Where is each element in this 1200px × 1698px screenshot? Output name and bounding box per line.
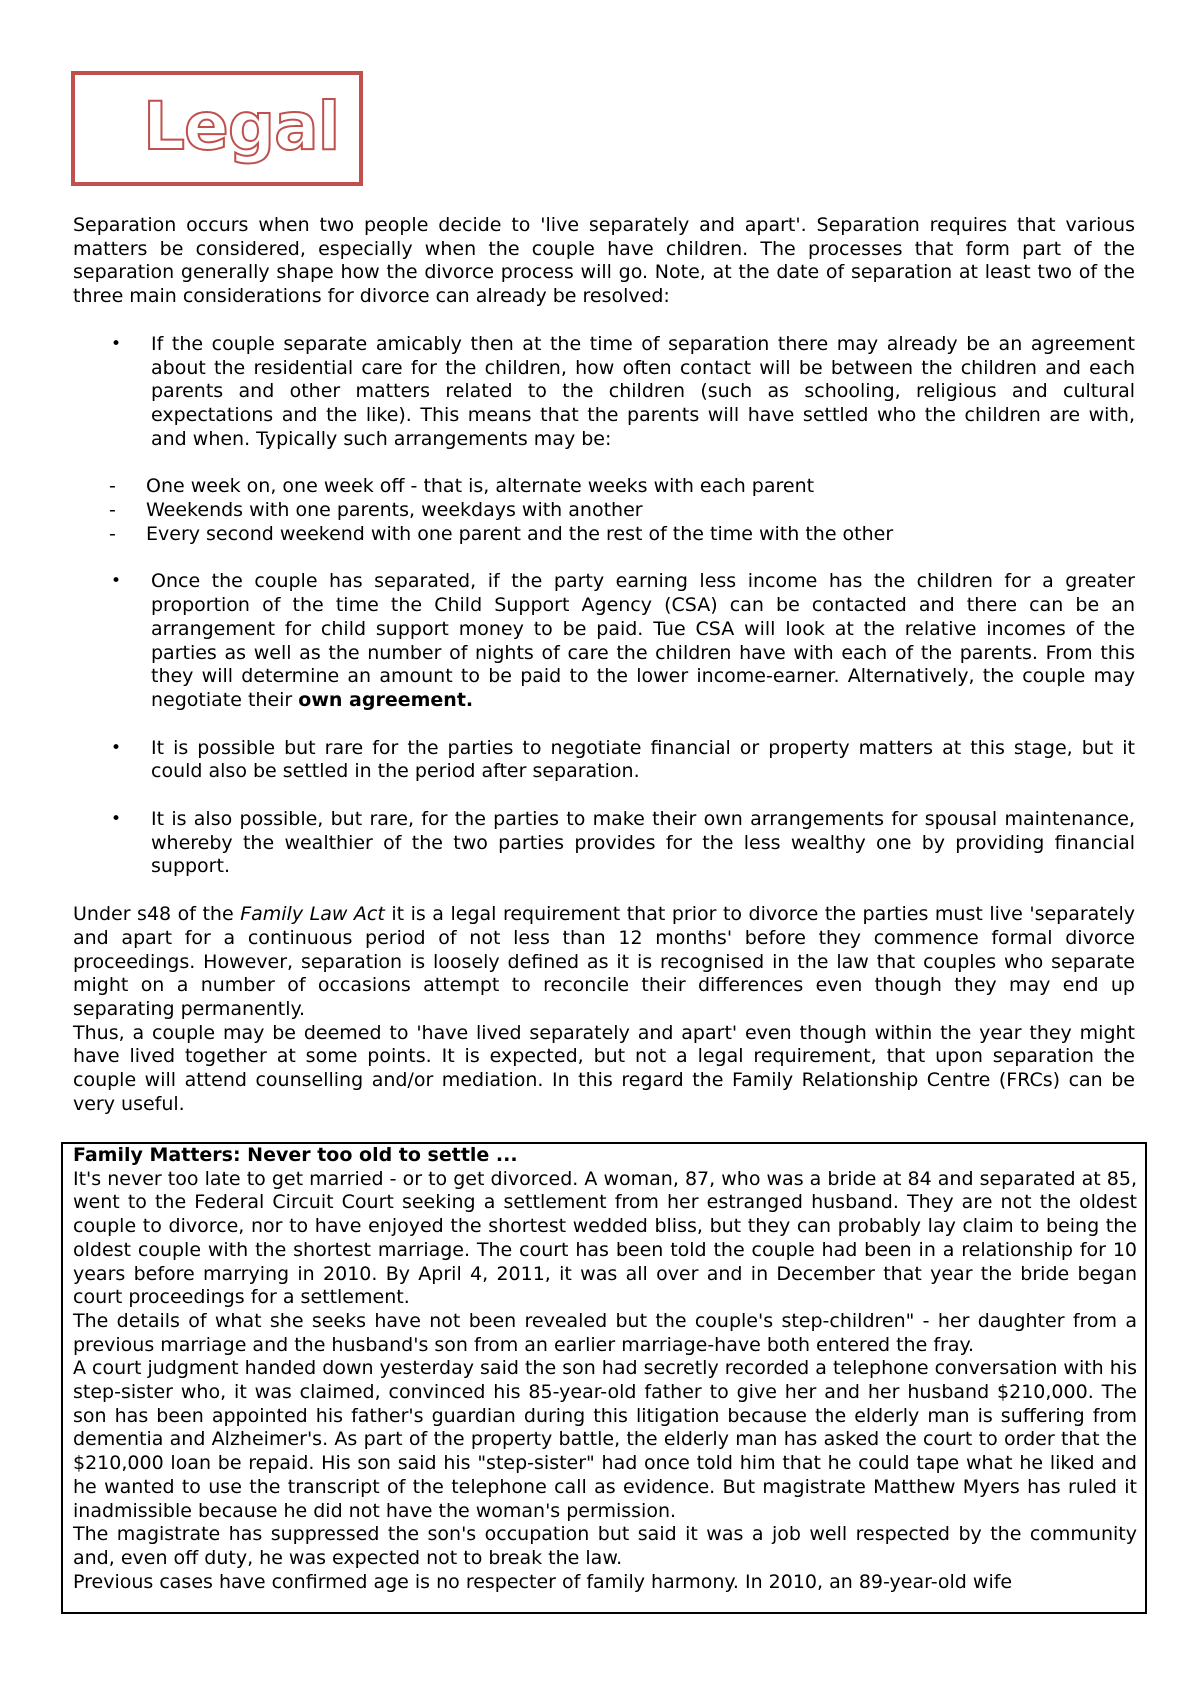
dash-text: One week on, one week off - that is, alternate weeks with each parent bbox=[146, 475, 815, 498]
family-matters-box bbox=[61, 1142, 1147, 1614]
box-title: Family Matters: Never too old to settle ... bbox=[73, 1144, 518, 1166]
bullet-icon: • bbox=[111, 737, 122, 758]
law-paragraph bbox=[73, 903, 1135, 1022]
box-paragraph: Previous cases have confirmed age is no respecter of family harmony. In 2010, an 89-year-old wife bbox=[73, 1570, 1013, 1593]
dash-text: Every second weekend with one parent and the rest of the time with the other bbox=[146, 522, 894, 545]
bullet-item-child-support bbox=[73, 570, 1135, 712]
intro-paragraph: Separation occurs when two people decide to 'live separately and apart'. Separation requires that various matters be considered, especially when the couple have children. The processes that form part of the separation generally shape how the divorce process will go. Note, at the date of separation at least two of the three main considerations for divorce can already be resolved: bbox=[73, 214, 1135, 308]
title-box bbox=[71, 71, 363, 186]
dash-icon: - bbox=[109, 475, 116, 498]
dash-icon: - bbox=[109, 499, 116, 522]
box-paragraph: It's never too late to get married - or to get divorced. A woman, 87, who was a bride at 84 and separated at 85, went to the Federal Circuit Court seeking a settlement from her estranged husband. They are not the oldest couple to divorce, nor to have enjoyed the shortest wedded bliss, but they can probably lay claim to being the oldest couple with the shortest marriage. The court has been told the couple had been in a relationship for 10 years before marrying in 2010. By April 4, 2011, it was all over and in December that year the bride began court proceedings for a settlement. bbox=[73, 1167, 1137, 1309]
bullet-text: It is also possible, but rare, for the parties to make their own arrangements for spousal maintenance, whereby the wealthier of the two parties provides for the less wealthy one by providing financial support. bbox=[151, 808, 1135, 878]
bullet-item-spousal-maintenance bbox=[73, 808, 1135, 879]
thus-paragraph: Thus, a couple may be deemed to 'have lived separately and apart' even though within the year they might have lived together at some points. It is expected, but not a legal requirement, that upon separation the couple will attend counselling and/or mediation. In this regard the Family Relationship Centre (FRCs) can be very useful. bbox=[73, 1021, 1135, 1115]
act-name: Family Law Act bbox=[240, 903, 385, 926]
dash-text: Weekends with one parents, weekdays with another bbox=[146, 499, 643, 522]
dash-item bbox=[73, 475, 1135, 499]
bullet-icon: • bbox=[111, 571, 122, 592]
box-paragraph: The details of what she seeks have not been revealed but the couple's step-children" - her daughter from a previous marriage and the husband's son from an earlier marriage-have both entered the fray. bbox=[73, 1309, 1137, 1356]
bullet-text: Once the couple has separated, if the party earning less income has the children for a greater proportion of the time the Child Support Agency (CSA) can be contacted and there can be an arrangement for child support money to be paid. Tue CSA will look at the relative incomes of the parties as well as the number of nights of care the children have with each of the parents. From this they will determine an amount to be paid to the lower income-earner. Alternatively, the couple may negotiate their bbox=[151, 570, 1135, 711]
bullet-item-residential-care bbox=[73, 333, 1135, 452]
page-title: Legal bbox=[143, 88, 340, 165]
bullet-text: It is possible but rare for the parties to negotiate financial or property matters at this stage, but it could also be settled in the period after separation. bbox=[151, 736, 1135, 783]
dash-item bbox=[73, 523, 1135, 547]
dash-icon: - bbox=[109, 522, 116, 545]
bullet-item-property bbox=[73, 737, 1135, 784]
dash-item bbox=[73, 499, 1135, 523]
bullet-icon: • bbox=[111, 809, 122, 830]
box-paragraph: The magistrate has suppressed the son's occupation but said it was a job well respected by the community and, even off duty, he was expected not to break the law. bbox=[73, 1523, 1137, 1569]
law-text-pre: Under s48 of the bbox=[73, 903, 234, 926]
box-paragraph: A court judgment handed down yesterday said the son had secretly recorded a telephone conversation with his step-sister who, it was claimed, convinced his 85-year-old father to give her and her husband $210,000. The son has been appointed his father's guardian during this litigation because the elderly man is suffering from dementia and Alzheimer's. As part of the property battle, the elderly man has asked the court to order that the $210,000 loan be repaid. His son said his "step-sister" had once told him that he could tape what he liked and he wanted to use the transcript of the telephone call as evidence. But magistrate Matthew Myers has ruled it inadmissible because he did not have the woman's permission. bbox=[73, 1357, 1137, 1522]
bullet-icon: • bbox=[111, 333, 122, 354]
bullet-bold-text: own agreement. bbox=[298, 688, 474, 711]
law-text-post: it is a legal requirement that prior to divorce the parties must live 'separately and apart for a continuous period of not less than 12 months' before they commence formal divorce proceedings. However, separation is loosely defined as it is recognised in the law that couples who separate might on a number of occasions attempt to reconcile their differences even though they may end up separating permanently. bbox=[73, 903, 1135, 1020]
document-body bbox=[73, 214, 1135, 1117]
bullet-text: If the couple separate amicably then at the time of separation there may already be an agreement about the residential care for the children, how often contact will be between the children and each parents and other matters related to the children (such as schooling, religious and cultural expectations and the like). This means that the parents will have settled who the children are with, and when. Typically such arrangements may be: bbox=[151, 332, 1135, 450]
